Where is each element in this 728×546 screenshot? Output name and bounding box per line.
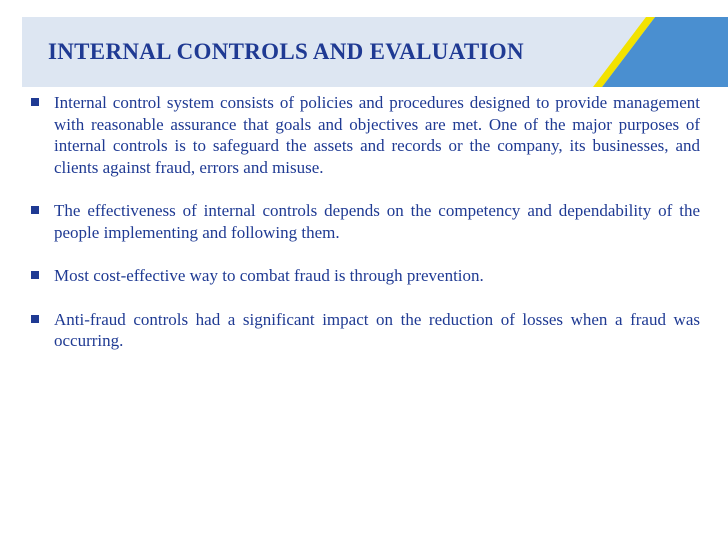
square-bullet-icon	[31, 271, 39, 279]
bullet-text: The effectiveness of internal controls depends on the competency and dependability of the people implementing and following them.	[54, 201, 700, 242]
square-bullet-icon	[31, 206, 39, 214]
bullet-item	[30, 92, 700, 178]
bullet-item	[30, 309, 700, 352]
bullet-list	[30, 92, 700, 374]
title-band	[22, 17, 728, 87]
bullet-text: Anti-fraud controls had a significant impact on the reduction of losses when a fraud was occurring.	[54, 309, 700, 350]
bullet-item	[30, 265, 700, 287]
bullet-text: Internal control system consists of policies and procedures designed to provide management with reasonable assurance that goals and objectives are met. One of the major purposes of internal controls is to safeguard the assets and records or the company, its businesses, and clients against fraud, errors and misuse.	[54, 93, 700, 177]
bullet-text: Most cost-effective way to combat fraud is through prevention.	[54, 266, 484, 285]
square-bullet-icon	[31, 98, 39, 106]
square-bullet-icon	[31, 315, 39, 323]
bullet-item	[30, 200, 700, 243]
slide-title: INTERNAL CONTROLS AND EVALUATION	[48, 39, 524, 64]
